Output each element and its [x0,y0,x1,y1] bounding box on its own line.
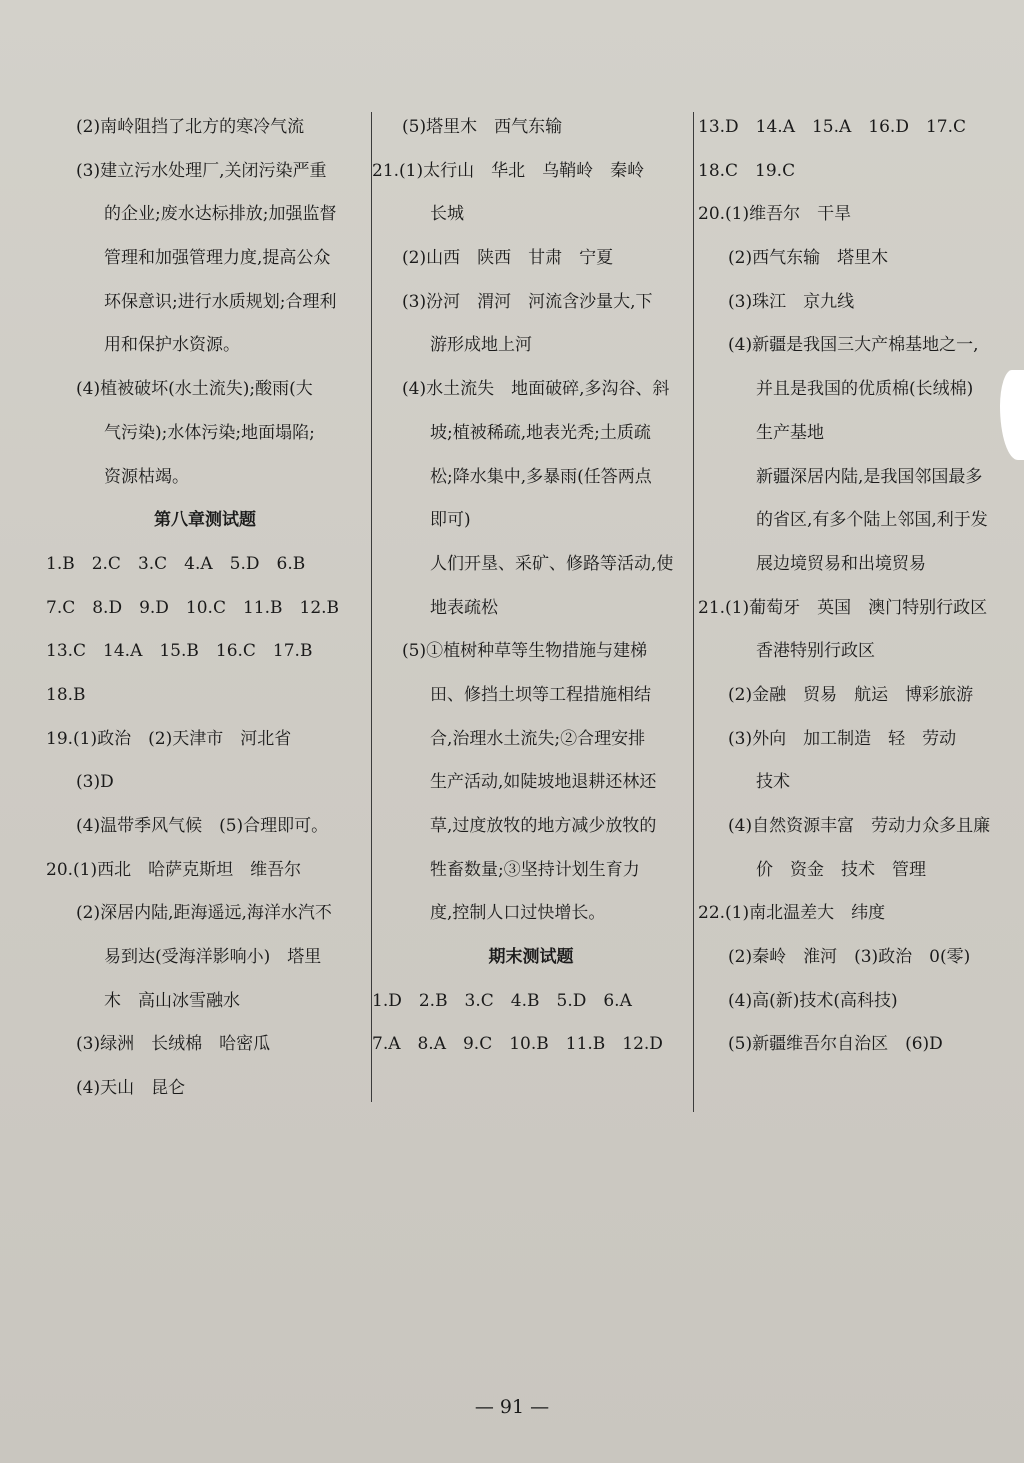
answer-line: 度,控制人口过快增长。 [430,903,606,924]
answer-line: 合,治理水土流失;②合理安排 [430,728,646,749]
page-number: — 91 — [474,1396,550,1418]
answer-line: (5)①植树种草等生物措施与建梯 [402,641,648,662]
answer-line: 易到达(受海洋影响小) 塔里 [104,947,322,968]
answer-line: 牲畜数量;③坚持计划生育力 [430,859,640,880]
answer-line: (4)自然资源丰富 劳动力众多且廉 [728,816,991,836]
answer-line: 草,过度放牧的地方减少放牧的 [430,816,657,836]
answer-line: 18.B [46,684,86,705]
answer-line: 游形成地上河 [430,335,532,356]
answer-line: 香港特别行政区 [756,641,875,662]
answer-line: 坡;植被稀疏,地表光秃;土质疏 [430,422,651,443]
answer-line: (3)汾河 渭河 河流含沙量大,下 [402,291,653,312]
answer-line: (2)秦岭 淮河 (3)政治 0(零) [728,947,971,968]
answer-line: (3)绿洲 长绒棉 哈密瓜 [76,1034,271,1055]
answer-line: 资源枯竭。 [104,466,189,487]
answer-line: (4)天山 昆仑 [76,1078,186,1099]
answer-line: (3)珠江 京九线 [728,291,855,312]
answer-line: (2)西气东输 塔里木 [728,248,889,269]
answer-line: (4)水土流失 地面破碎,多沟谷、斜 [402,379,670,400]
answer-line: (4)温带季风气候 (5)合理即可。 [76,816,329,836]
answer-line: 的企业;废水达标排放;加强监督 [104,204,337,225]
answer-line: 21.(1)太行山 华北 乌鞘岭 秦岭 [372,160,645,181]
answer-line: 展边境贸易和出境贸易 [756,553,926,574]
answer-line: 气污染);水体污染;地面塌陷; [104,422,315,443]
answer-line: (5)新疆维吾尔自治区 (6)D [728,1034,943,1055]
answer-line: 7.C 8.D 9.D 10.C 11.B 12.B [46,597,340,618]
answer-line: 即可) [430,510,471,531]
answer-line: 生产活动,如陡坡地退耕还林还 [430,772,657,793]
answer-line: 生产基地 [756,422,824,443]
answer-line: 并且是我国的优质棉(长绒棉) [756,379,974,400]
answer-line: (4)高(新)技术(高科技) [728,990,898,1011]
answer-column-left [46,106,364,1111]
answer-line: (5)塔里木 西气东输 [402,117,563,137]
answer-line: 1.B 2.C 3.C 4.A 5.D 6.B [46,553,306,574]
answer-line: 18.C 19.C [698,160,796,181]
answer-line: 21.(1)葡萄牙 英国 澳门特别行政区 [698,597,988,618]
answer-column-right [698,106,1018,1067]
answer-line: 的省区,有多个陆上邻国,利于发 [756,510,988,531]
answer-line: 20.(1)西北 哈萨克斯坦 维吾尔 [46,859,302,880]
section-heading: 期末测试题 [488,947,574,968]
answer-line: (4)新疆是我国三大产棉基地之一, [728,335,979,356]
section-heading: 第八章测试题 [154,510,256,531]
column-divider-2 [693,112,694,1112]
answer-line: 19.(1)政治 (2)天津市 河北省 [46,728,292,749]
answer-line: 用和保护水资源。 [104,335,240,356]
answer-line: (2)金融 贸易 航运 博彩旅游 [728,684,974,705]
answer-line: 环保意识;进行水质规划;合理利 [104,291,337,312]
answer-line: (3)建立污水处理厂,关闭污染严重 [76,160,327,181]
answer-line: (2)山西 陕西 甘肃 宁夏 [402,248,614,269]
answer-line: (2)深居内陆,距海遥远,海洋水汽不 [76,903,332,924]
answer-line: 新疆深居内陆,是我国邻国最多 [756,466,983,487]
answer-line: 木 高山冰雪融水 [104,990,240,1011]
answer-line: 22.(1)南北温差大 纬度 [698,903,886,924]
answer-line: 13.D 14.A 15.A 16.D 17.C [698,117,966,137]
answer-line: (3)D [76,772,114,793]
answer-line: 7.A 8.A 9.C 10.B 11.B 12.D [372,1034,663,1055]
answer-line: 长城 [430,204,464,225]
answer-line: 田、修挡土坝等工程措施相结 [430,684,651,705]
answer-line: 松;降水集中,多暴雨(任答两点 [430,466,652,487]
answer-column-middle [372,106,690,1067]
answer-line: 管理和加强管理力度,提高公众 [104,248,331,269]
answer-line: 技术 [756,772,790,793]
answer-line: 1.D 2.B 3.C 4.B 5.D 6.A [372,990,632,1011]
answer-line: 20.(1)维吾尔 干旱 [698,204,852,225]
answer-line: 地表疏松 [430,597,498,618]
answer-line: 价 资金 技术 管理 [756,859,926,880]
answer-line: 13.C 14.A 15.B 16.C 17.B [46,641,313,662]
answer-line: (3)外向 加工制造 轻 劳动 [728,728,957,749]
answer-line: (2)南岭阻挡了北方的寒冷气流 [76,117,305,137]
answer-line: 人们开垦、采矿、修路等活动,使 [430,553,674,574]
answer-line: (4)植被破坏(水土流失);酸雨(大 [76,379,313,400]
